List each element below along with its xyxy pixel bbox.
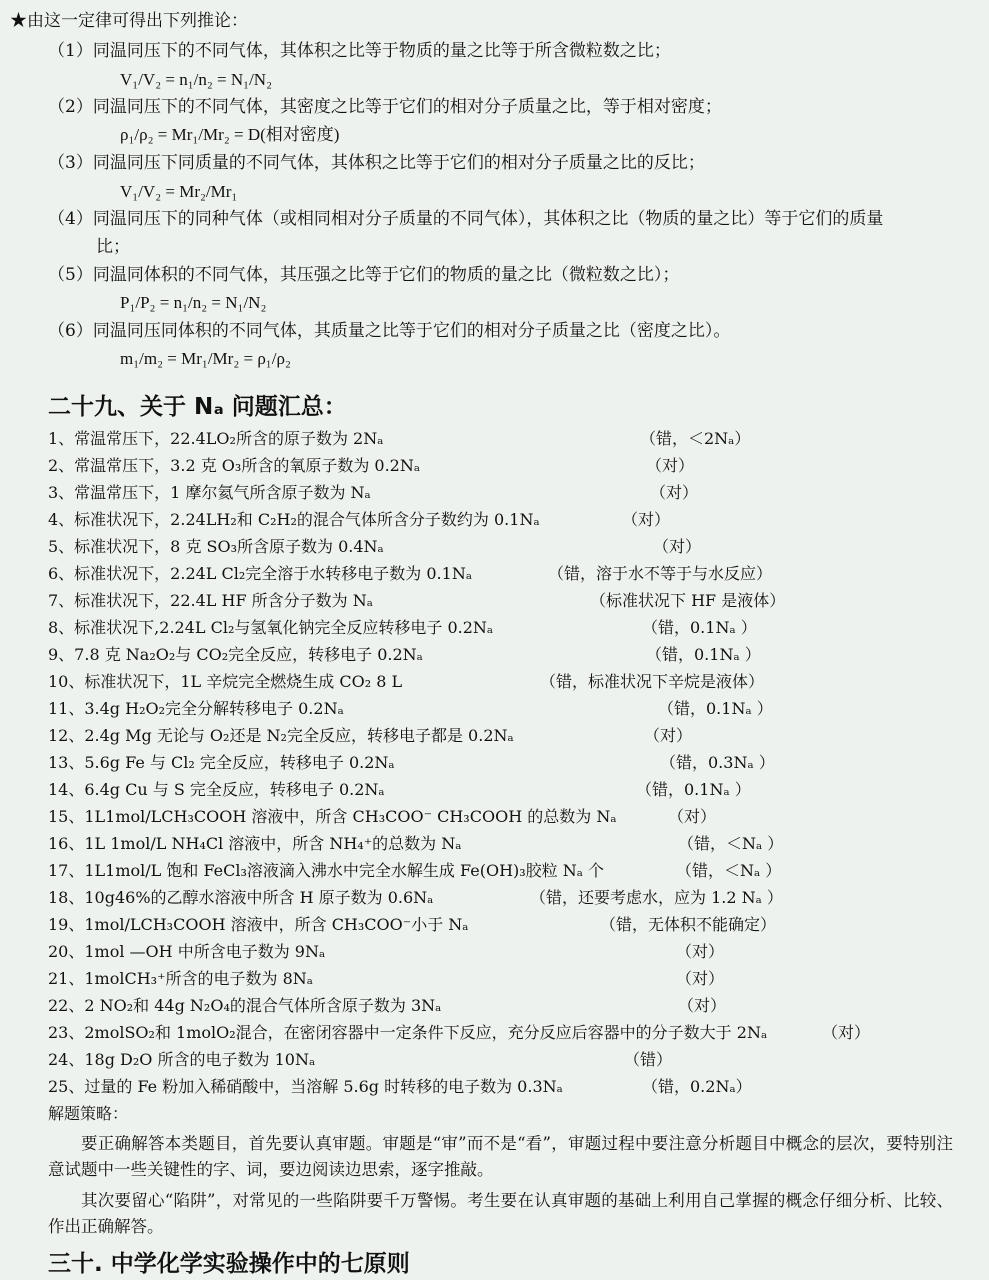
question-13: 13、5.6g Fe 与 Cl₂ 完全反应，转移电子 0.2Nₐ	[48, 753, 395, 772]
question-12: 12、2.4g Mg 无论与 O₂还是 N₂完全反应，转移电子都是 0.2Nₐ	[48, 726, 514, 745]
answer-15: （对）	[668, 807, 717, 826]
question-21: 21、1molCH₃⁺所含的电子数为 8Nₐ	[48, 969, 313, 988]
strategy-paragraph-2: 其次要留心“陷阱”，对常见的一些陷阱要千万警惕。考生要在认真审题的基础上利用自己掌握的概念仔细分析、比较、作出正确解答。	[48, 1191, 953, 1236]
answer-12: （对）	[644, 726, 693, 745]
rule-4-text: （4）同温同压下的同种气体（或相同相对分子质量的不同气体），其体积之比（物质的量之比）等于它们的质量	[48, 209, 884, 229]
answer-1: （错，＜2Nₐ）	[640, 429, 751, 448]
question-7: 7、标准状况下，22.4L HF 所含分子数为 Nₐ	[48, 591, 373, 610]
question-22: 22、2 NO₂和 44g N₂O₄的混合气体所含原子数为 3Nₐ	[48, 996, 442, 1015]
question-18: 18、10g46%的乙醇水溶液中所含 H 原子数为 0.6Nₐ	[48, 888, 434, 907]
rule-5-text: （5）同温同体积的不同气体，其压强之比等于它们的物质的量之比（微粒数之比）；	[48, 265, 680, 285]
rule-3-text: （3）同温同压下同质量的不同气体，其体积之比等于它们的相对分子质量之比的反比；	[48, 153, 705, 173]
answer-19: （错，无体积不能确定）	[600, 915, 777, 934]
answer-6: （错，溶于水不等于与水反应）	[548, 564, 773, 583]
question-10: 10、标准状况下，1L 辛烷完全燃烧生成 CO₂ 8 L	[48, 672, 403, 691]
question-17: 17、1L1mol/L 饱和 FeCl₃溶液滴入沸水中完全水解生成 Fe(OH)₃胶粒 Nₐ 个	[48, 861, 605, 880]
answer-25: （错，0.2Nₐ）	[642, 1077, 752, 1096]
answer-4: （对）	[622, 510, 671, 529]
question-1: 1、常温常压下，22.4LO₂所含的原子数为 2Nₐ	[48, 429, 384, 448]
question-6: 6、标准状况下，2.24L Cl₂完全溶于水转移电子数为 0.1Nₐ	[48, 564, 472, 583]
answer-5: （对）	[653, 537, 702, 556]
answer-7: （标准状况下 HF 是液体）	[590, 591, 786, 610]
answer-3: （对）	[650, 483, 699, 502]
question-23: 23、2molSO₂和 1molO₂混合，在密闭容器中一定条件下反应，充分反应后容器中的分子数大于 2Nₐ	[48, 1023, 768, 1042]
question-3: 3、常温常压下，1 摩尔氦气所含原子数为 Nₐ	[48, 483, 371, 502]
rule-1-text: （1）同温同压下的不同气体，其体积之比等于物质的量之比等于所含微粒数之比；	[48, 41, 671, 61]
rule-6-text: （6）同温同压同体积的不同气体，其质量之比等于它们的相对分子质量之比（密度之比）。	[48, 321, 731, 341]
question-15: 15、1L1mol/LCH₃COOH 溶液中，所含 CH₃COO⁻ CH₃COOH 的总数为 Nₐ	[48, 807, 617, 826]
question-11: 11、3.4g H₂O₂完全分解转移电子 0.2Nₐ	[48, 699, 344, 718]
section-29-title: 二十九、关于 Nₐ 问题汇总：	[48, 394, 347, 420]
answer-14: （错，0.1Nₐ ）	[636, 780, 751, 799]
question-4: 4、标准状况下，2.24LH₂和 C₂H₂的混合气体所含分子数约为 0.1Nₐ	[48, 510, 540, 529]
answer-2: （对）	[646, 456, 695, 475]
answer-10: （错，标准状况下辛烷是液体）	[540, 672, 765, 691]
answer-18: （错，还要考虑水，应为 1.2 Nₐ ）	[530, 888, 783, 907]
question-9: 9、7.8 克 Na₂O₂与 CO₂完全反应，转移电子 0.2Nₐ	[48, 645, 423, 664]
rule-3-formula: V₁/V₂ = Mr₂/Mr₁	[120, 182, 238, 201]
question-20: 20、1mol —OH 中所含电子数为 9Nₐ	[48, 942, 326, 961]
question-8: 8、标准状况下,2.24L Cl₂与氢氧化钠完全反应转移电子 0.2Nₐ	[48, 618, 494, 637]
answer-9: （错，0.1Nₐ ）	[646, 645, 761, 664]
question-25: 25、过量的 Fe 粉加入稀硝酸中，当溶解 5.6g 时转移的电子数为 0.3Nₐ	[48, 1077, 563, 1096]
answer-11: （错，0.1Nₐ ）	[658, 699, 773, 718]
question-14: 14、6.4g Cu 与 S 完全反应，转移电子 0.2Nₐ	[48, 780, 385, 799]
strategy-paragraph-1: 要正确解答本类题目，首先要认真审题。审题是“审”而不是“看”，审题过程中要注意分析题目中概念的层次，要特别注意试题中一些关键性的字、词，要边阅读边思索，逐字推敲。	[48, 1134, 953, 1179]
strategy-title: 解题策略：	[48, 1104, 129, 1123]
rule-5-formula: P₁/P₂ = n₁/n₂ = N₁/N₂	[120, 293, 267, 312]
answer-20: （对）	[676, 942, 725, 961]
answer-13: （错，0.3Nₐ ）	[660, 753, 775, 772]
answer-23: （对）	[822, 1023, 871, 1042]
rule-2-text: （2）同温同压下的不同气体，其密度之比等于它们的相对分子质量之比，等于相对密度；	[48, 97, 722, 117]
question-2: 2、常温常压下，3.2 克 O₃所含的氧原子数为 0.2Nₐ	[48, 456, 421, 475]
rule-4-text-cont: 比；	[96, 237, 130, 257]
answer-17: （错，＜Nₐ ）	[676, 861, 782, 880]
rule-2-formula: ρ₁/ρ₂ = Mr₁/Mr₂ = D(相对密度)	[120, 125, 340, 144]
answer-24: （错）	[624, 1050, 673, 1069]
question-5: 5、标准状况下，8 克 SO₃所含原子数为 0.4Nₐ	[48, 537, 384, 556]
answer-16: （错，＜Nₐ ）	[678, 834, 784, 853]
section-30-title: 三十. 中学化学实验操作中的七原则	[48, 1251, 410, 1277]
rule-6-formula: m₁/m₂ = Mr₁/Mr₂ = ρ₁/ρ₂	[120, 349, 291, 368]
answer-21: （对）	[676, 969, 725, 988]
rule-1-formula: V₁/V₂ = n₁/n₂ = N₁/N₂	[120, 70, 273, 89]
inference-intro: ★由这一定律可得出下列推论：	[10, 11, 248, 31]
question-24: 24、18g D₂O 所含的电子数为 10Nₐ	[48, 1050, 316, 1069]
answer-22: （对）	[678, 996, 727, 1015]
question-19: 19、1mol/LCH₃COOH 溶液中，所含 CH₃COO⁻小于 Nₐ	[48, 915, 469, 934]
question-16: 16、1L 1mol/L NH₄Cl 溶液中，所含 NH₄⁺的总数为 Nₐ	[48, 834, 462, 853]
answer-8: （错，0.1Nₐ ）	[642, 618, 757, 637]
